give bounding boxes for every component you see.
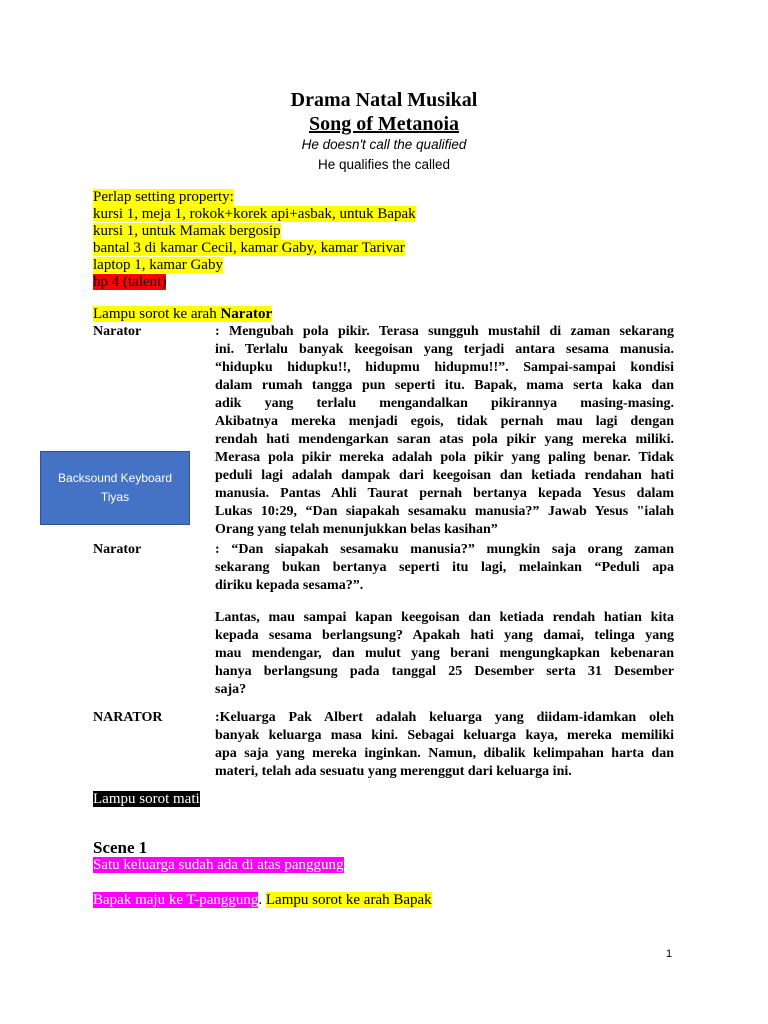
props-item: kursi 1, meja 1, rokok+korek api+asbak, untuk Bapak xyxy=(93,206,416,222)
page-subtitle xyxy=(0,112,768,136)
scene-note: Bapak maju ke T-panggung. Lampu sorot ke arah Bapak xyxy=(93,892,432,908)
speaker-label: Narator xyxy=(93,324,142,339)
dialogue-paragraph: : “Dan siapakah sesamaku manusia?” mungkin saja orang zaman sekarang bukan bertanya seperti itu lagi, melainkan “Peduli apa diriku kepada sesama?”. xyxy=(215,542,674,593)
props-heading: Perlap setting property: xyxy=(93,189,234,205)
dialogue-paragraph: Lantas, mau sampai kapan keegoisan dan ketiada rendah hatian kita kepada sesama berlangsung? Apakah hati yang damai, telinga yang mau mendengar, dan mulut yang berani mengungkapkan kebenaran hanya berlangsung pada tanggal 25 Desember serta 31 Desember saja? xyxy=(215,610,674,697)
page-number: 1 xyxy=(666,948,673,960)
subtitle-text: Song of Metanoia xyxy=(309,113,459,135)
scene-heading: Scene 1 xyxy=(93,838,148,857)
page-title: Drama Natal Musikal xyxy=(290,89,478,111)
dialogue-paragraph: : Mengubah pola pikir. Terasa sungguh mustahil di zaman sekarang ini. Terlalu banyak keegoisan yang terjadi antara sesama manusia. “hidupku hidupku!!, hidupmu hidupmu!!”. Sampai-sampai kondisi dalam rumah tangga pun seperti itu. Bapak, mama serta kaka dan adik yang terlalu mengandalkan pikirannya masing-masing. Akibatnya mereka menjadi egois, tidak pernah mau lagi dengan rendah hati mendengarkan saran atas pola pikir yang mereka miliki. Merasa pola pikir mereka adalah pola pikir yang paling benar. Tidak peduli lagi adalah dampak dari keegoisan dan ketiada rendahan hati manusia. Pantas Ahli Taurat pernah bertanya kepada Yesus dalam Lukas 10:29, “Dan siapakah sesamaku manusia?” Jawab Yesus "ialah Orang yang telah menunjukkan belas kasihan” xyxy=(215,324,674,537)
speaker-label: NARATOR xyxy=(93,710,163,725)
props-item: bantal 3 di kamar Cecil, kamar Gaby, kamar Tarivar xyxy=(93,240,405,256)
backsound-line-1: Backsound Keyboard xyxy=(57,471,173,485)
backsound-line-2: Tiyas xyxy=(100,490,130,504)
scene-note: Satu keluarga sudah ada di atas panggung xyxy=(93,857,344,873)
speaker-label: Narator xyxy=(93,542,142,557)
tagline-1: He doesn't call the qualified xyxy=(301,137,467,152)
stage-cue-lights-off: Lampu sorot mati xyxy=(93,791,200,807)
tagline-2: He qualifies the called xyxy=(317,157,451,172)
backsound-note-box xyxy=(40,451,190,525)
dialogue-paragraph: :Keluarga Pak Albert adalah keluarga yang diidam-idamkan oleh banyak keluarga masa kini. Sebagai keluarga kaya, mereka memiliki apa saja yang mereka inginkan. Namun, dibalik kelimpahan harta dan materi, telah ada sesuatu yang merenggut dari keluarga ini. xyxy=(215,710,674,779)
props-item: kursi 1, untuk Mamak bergosip xyxy=(93,223,281,239)
props-item: laptop 1, kamar Gaby xyxy=(93,257,223,273)
stage-cue-spotlight-narator: Lampu sorot ke arah Narator xyxy=(93,306,273,322)
props-talent-item: hp 4 (talent) xyxy=(93,274,167,290)
